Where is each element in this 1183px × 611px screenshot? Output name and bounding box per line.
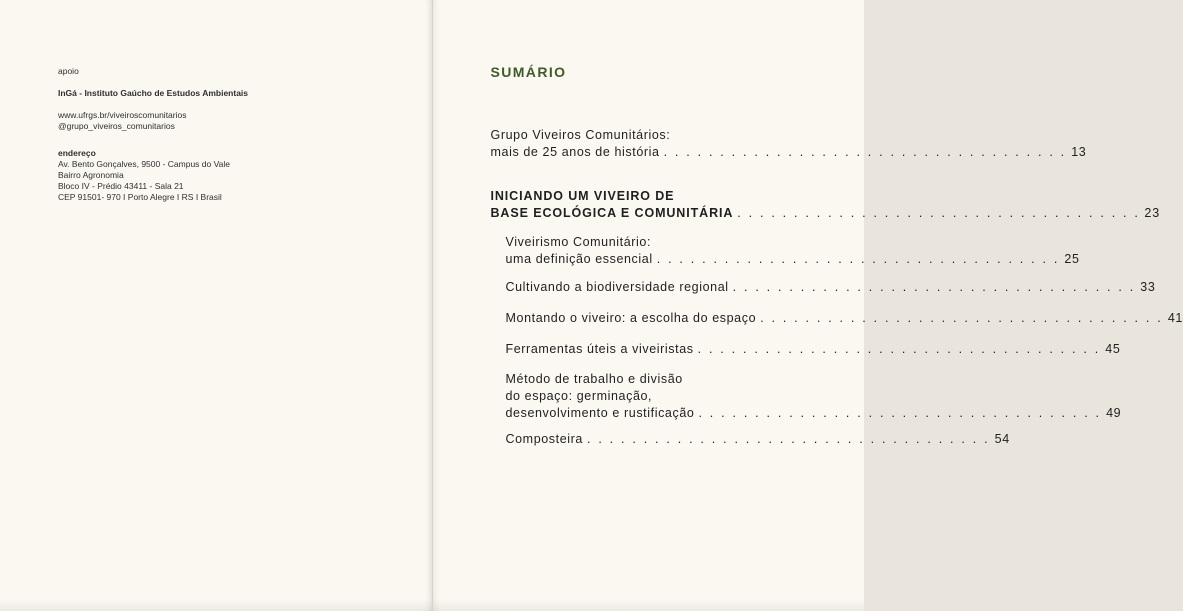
toc-entry-viveirismo[interactable] bbox=[505, 234, 1080, 268]
toc-entry-line: mais de 25 anos de história bbox=[490, 145, 660, 159]
toc-page-number: 49 bbox=[1106, 406, 1122, 420]
support-label: apoio bbox=[58, 66, 79, 76]
toc-entry-line: Montando o viveiro: a escolha do espaço bbox=[505, 311, 757, 325]
leader-dots: . . . . . . . . . . . . . . . . . . . . . . . . . . . . . . . . . . . . bbox=[737, 206, 1141, 220]
toc-page-number: 33 bbox=[1140, 280, 1156, 294]
address-line: Av. Bento Gonçalves, 9500 - Campus do Vale bbox=[58, 159, 230, 169]
toc-entry-line: Ferramentas úteis a viveiristas bbox=[505, 342, 694, 356]
toc-entry-cultivando[interactable] bbox=[505, 279, 1156, 296]
left-page bbox=[0, 0, 432, 611]
toc-page-number: 54 bbox=[994, 432, 1010, 446]
social-handle[interactable]: @grupo_viveiros_comunitarios bbox=[58, 121, 175, 131]
toc-entry-line: desenvolvimento e rustificação bbox=[505, 406, 695, 420]
page-shadow bbox=[0, 599, 432, 611]
toc-page-number: 45 bbox=[1105, 342, 1121, 356]
leader-dots: . . . . . . . . . . . . . . . . . . . . . . . . . . . . . . . . . . . . bbox=[760, 311, 1163, 325]
leader-dots: . . . . . . . . . . . . . . . . . . . . . . . . . . . . . . . . . . . . bbox=[697, 342, 1101, 356]
toc-entry-metodo[interactable] bbox=[505, 371, 1122, 422]
address-line: Bairro Agronomia bbox=[58, 170, 124, 180]
toc-entry-line: Cultivando a biodiversidade regional bbox=[505, 280, 729, 294]
leader-dots: . . . . . . . . . . . . . . . . . . . . . . . . . . . . . . . . . . . . bbox=[732, 280, 1136, 294]
toc-entry-line: Grupo Viveiros Comunitários: bbox=[490, 128, 671, 142]
address-label: endereço bbox=[58, 148, 96, 158]
toc-entry-iniciando[interactable] bbox=[490, 188, 1161, 222]
toc-page-number: 25 bbox=[1064, 252, 1080, 266]
toc-entry-grupo[interactable] bbox=[490, 127, 1087, 161]
toc-entry-line: Composteira bbox=[505, 432, 583, 446]
right-page bbox=[432, 0, 1183, 611]
toc-page-number: 41 bbox=[1167, 311, 1183, 325]
leader-dots: . . . . . . . . . . . . . . . . . . . . . . . . . . . . . . . . . . . . bbox=[698, 406, 1102, 420]
colophon bbox=[58, 66, 248, 203]
toc-entry-line: uma definição essencial bbox=[505, 252, 653, 266]
toc-entry-line: Método de trabalho e divisão bbox=[505, 372, 683, 386]
toc-page-number: 23 bbox=[1144, 206, 1161, 220]
toc-entry-composteira[interactable] bbox=[505, 431, 1010, 448]
address-line: CEP 91501- 970 I Porto Alegre I RS I Brasil bbox=[58, 192, 222, 202]
website-link[interactable]: www.ufrgs.br/viveiroscomunitarios bbox=[58, 110, 187, 120]
toc-entry-line: do espaço: germinação, bbox=[505, 389, 653, 403]
institute-name: InGá - Instituto Gaúcho de Estudos Ambientais bbox=[58, 88, 249, 98]
toc-entry-montando[interactable] bbox=[505, 310, 1183, 327]
address-line: Bloco IV - Prédio 43411 - Sala 21 bbox=[58, 181, 184, 191]
toc-entry-line: BASE ECOLÓGICA E COMUNITÁRIA bbox=[490, 206, 734, 220]
leader-dots: . . . . . . . . . . . . . . . . . . . . . . . . . . . . . . . . . . . . bbox=[586, 432, 990, 446]
toc-entry-line: Viveirismo Comunitário: bbox=[505, 235, 652, 249]
leader-dots: . . . . . . . . . . . . . . . . . . . . . . . . . . . . . . . . . . . . bbox=[663, 145, 1067, 159]
toc-title: SUMÁRIO bbox=[490, 64, 567, 80]
toc-entry-line: INICIANDO UM VIVEIRO DE bbox=[490, 189, 675, 203]
page-shadow bbox=[433, 599, 865, 611]
toc-entry-ferramentas[interactable] bbox=[505, 341, 1121, 358]
leader-dots: . . . . . . . . . . . . . . . . . . . . . . . . . . . . . . . . . . . . bbox=[656, 252, 1060, 266]
toc-page-number: 13 bbox=[1071, 145, 1087, 159]
